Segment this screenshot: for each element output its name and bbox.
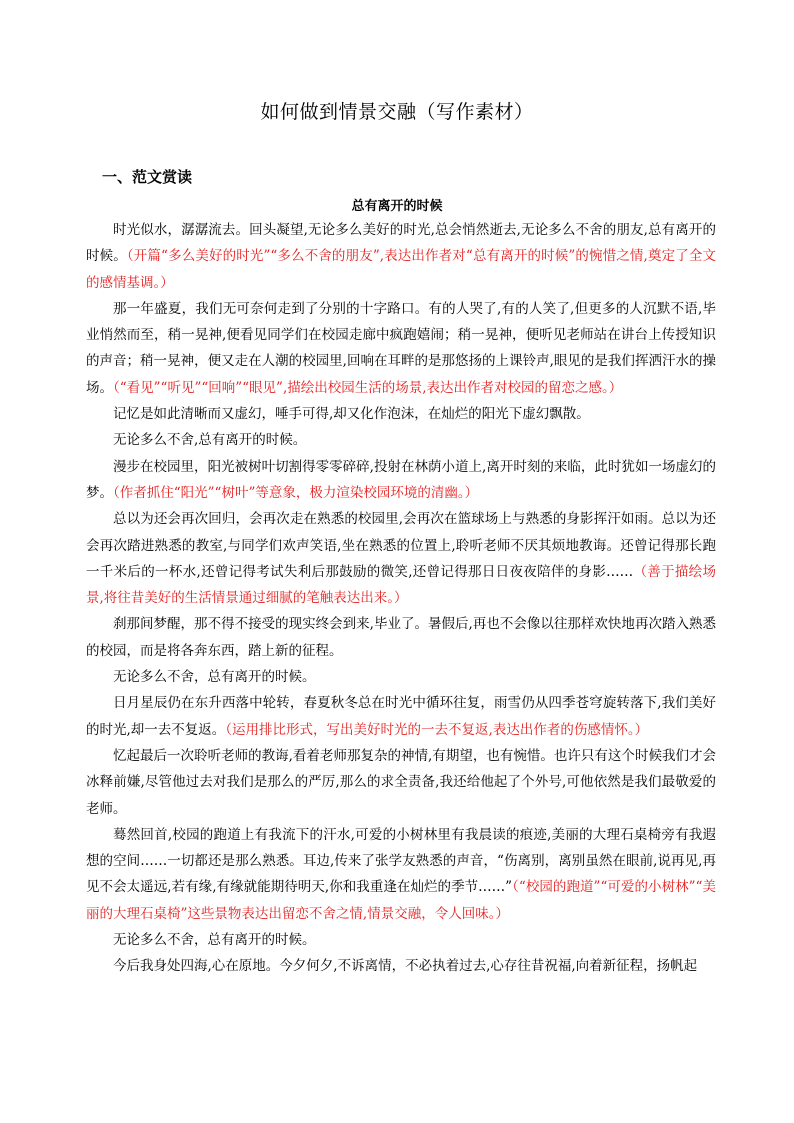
- commentary-note: （开篇“多么美好的时光”“多么不舍的朋友”,表达出作者对“总有离开的时候”的惋惜之情,奠定了全文的感情基调。）: [86, 248, 716, 291]
- commentary-note: （“校园的跑道”“可爱的小树林”“美丽的大理石桌椅”这些景物表达出留恋不舍之情,情景交融，令人回味。）: [86, 879, 717, 922]
- paragraph: [86, 401, 716, 427]
- paragraph: [86, 927, 716, 953]
- paragraph: [86, 506, 716, 611]
- paragraph: [86, 664, 716, 690]
- paragraph-text: 日月星辰仍在东升西落中轮转，春夏秋冬总在时光中循环往复，雨雪仍从四季苍穹旋转落下,我们美好的时光,却一去不复返。: [86, 695, 716, 738]
- essay-title: 总有离开的时候: [351, 199, 443, 214]
- section-heading: 一、范文赏读: [102, 168, 193, 186]
- paragraph: [86, 743, 716, 822]
- paragraph: [86, 611, 716, 664]
- commentary-note: （“看见”“听见”“回响”“眼见”,描绘出校园生活的场景,表达出作者对校园的留恋之感。）: [113, 379, 623, 396]
- paragraph-text: 无论多么不舍，总有离开的时候。: [113, 932, 316, 949]
- paragraph-text: 无论多么不舍，总有离开的时候。: [113, 669, 316, 686]
- paragraph-text: 那一年盛夏，我们无可奈何走到了分别的十字路口。有的人哭了,有的人笑了,但更多的人沉默不语,毕业悄然而至，稍一晃神,便看见同学们在校园走廊中疯跑嬉闹；稍一晃神，便听见老师站在讲台上传授知识的声音；稍一晃神，便又走在人潮的校园里,回响在耳畔的是那悠扬的上课铃声,眼见的是我们挥洒汗水的操场。: [86, 300, 716, 396]
- essay-body: [86, 217, 716, 980]
- paragraph: [86, 953, 716, 979]
- paragraph-text: 时光似水，潺潺流去。回头凝望,无论多么美好的时光,总会悄然逝去,无论多么不舍的朋友,总有离开的时候。: [86, 222, 716, 265]
- paragraph-text: 忆起最后一次聆听老师的教诲,看着老师那复杂的神情,有期望，也有惋惜。也许只有这个时候我们才会冰释前嫌,尽管他过去对我们是那么的严厉,那么的求全责备,我还给他起了个外号,可他依然是我们最敬爱的老师。: [86, 747, 716, 817]
- paragraph: [86, 822, 716, 927]
- paragraph-text: 总以为还会再次回归，会再次走在熟悉的校园里,会再次在篮球场上与熟悉的身影挥汗如雨。总以为还会再次踏进熟悉的教室,与同学们欢声笑语,坐在熟悉的位置上,聆听老师不厌其烦地教诲。还曾记得那长跑一千米后的一杯水,还曾记得考试失利后那鼓励的微笑,还曾记得那日日夜夜陪伴的身影……: [86, 511, 716, 580]
- paragraph: [86, 427, 716, 453]
- paragraph-text: 无论多么不舍,总有离开的时候。: [113, 432, 307, 449]
- paragraph-text: 蓦然回首,校园的跑道上有我流下的汗水,可爱的小树林里有我晨读的痕迹,美丽的大理石桌椅旁有我遐想的空间……一切都还是那么熟悉。耳边,传来了张学友熟悉的声音，“伤离别，离别虽然在眼前,说再见,再见不会太遥远,若有缘,有缘就能期待明天,你和我重逢在灿烂的季节……”: [86, 826, 716, 896]
- paragraph: [86, 217, 716, 296]
- paragraph-text: 今后我身处四海,心在原地。今夕何夕,不诉离情，不必执着过去,心存往昔祝福,向着新征程，扬帆起: [113, 958, 698, 975]
- commentary-note: （作者抓住“阳光”“树叶”等意象，极力渲染校园环境的清幽。）: [113, 484, 479, 501]
- commentary-note: （运用排比形式，写出美好时光的一去不复返,表达出作者的伤感情怀。）: [225, 721, 649, 738]
- document-title: 如何做到情景交融（写作素材）: [260, 101, 534, 123]
- paragraph-text: 记忆是如此清晰而又虚幻，唾手可得,却又化作泡沫，在灿烂的阳光下虚幻飘散。: [113, 406, 590, 423]
- paragraph-text: 漫步在校园里，阳光被树叶切割得零零碎碎,投射在林荫小道上,离开时刻的来临，此时犹如一场虚幻的梦。: [86, 458, 716, 501]
- paragraph: [86, 454, 716, 507]
- paragraph: [86, 690, 716, 743]
- paragraph: [86, 296, 716, 401]
- paragraph-text: 刹那间梦醒，那不得不接受的现实终会到来,毕业了。暑假后,再也不会像以往那样欢快地再次踏入熟悉的校园，而是将各奔东西，踏上新的征程。: [86, 616, 716, 659]
- commentary-note: （善于描绘场景,将往昔美好的生活情景通过细腻的笔触表达出来。）: [86, 563, 716, 607]
